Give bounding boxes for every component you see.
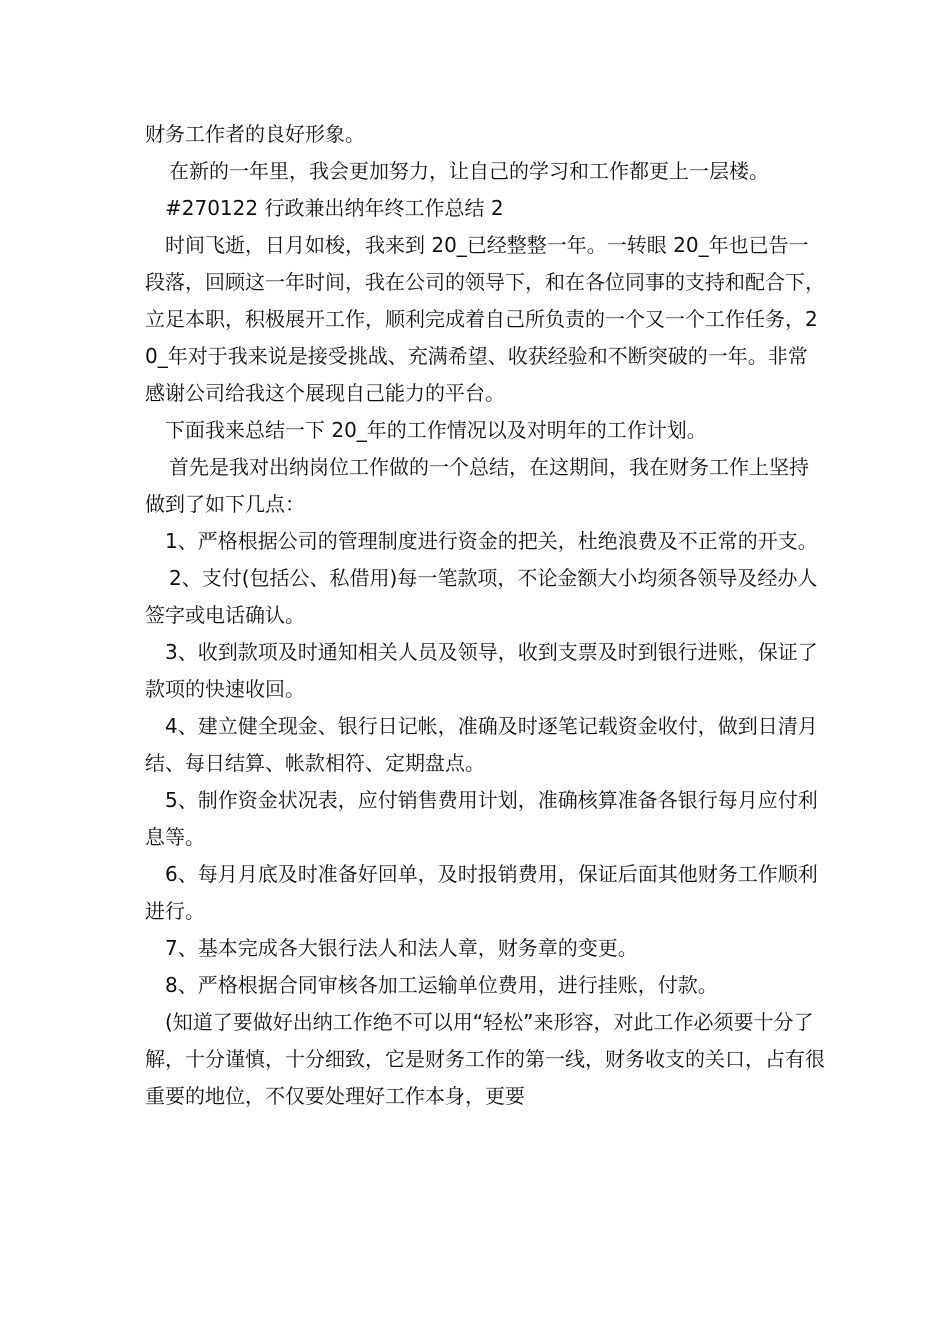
list-item: 5、制作资金状况表，应付销售费用计划，准确核算准备各银行每月应付利息等。	[145, 788, 818, 849]
document-body	[145, 116, 825, 1115]
list-item: 3、收到款项及时通知相关人员及领导，收到支票及时到银行进账，保证了款项的快速收回。	[145, 640, 818, 701]
paragraph-summary-lead: 下面我来总结一下 20_年的工作情况以及对明年的工作计划。	[165, 418, 707, 442]
paragraph-intro: 时间飞逝，日月如梭，我来到 20_已经整整一年。一转眼 20_年也已告一段落，回顾这一年时间，我在公司的领导下，和在各位同事的支持和配合下，立足本职，积极展开工作，顺利完成着自己所负责的一个又一个工作任务，20_年对于我来说是接受挑战、充满希望、收获经验和不断突破的一年。非常感谢公司给我这个展现自己能力的平台。	[145, 233, 825, 405]
paragraph-new-year: 在新的一年里，我会更加努力，让自己的学习和工作都更上一层楼。	[169, 159, 769, 183]
list-item: 2、支付(包括公、私借用)每一笔款项，不论金额大小均须各领导及经办人签字或电话确认。	[145, 566, 818, 627]
list-item: 4、建立健全现金、银行日记帐，准确及时逐笔记载资金收付，做到日清月结、每日结算、帐款相符、定期盘点。	[145, 714, 818, 775]
list-item: 6、每月月底及时准备好回单，及时报销费用，保证后面其他财务工作顺利进行。	[145, 862, 818, 923]
paragraph-cashier-summary: 首先是我对出纳岗位工作做的一个总结，在这期间，我在财务工作上坚持做到了如下几点：	[145, 455, 809, 516]
paragraph-closing: (知道了要做好出纳工作绝不可以用“轻松”来形容，对此工作必须要十分了解，十分谨慎，十分细致，它是财务工作的第一线，财务收支的关口，占有很重要的地位，不仅要处理好工作本身，更要	[145, 1010, 825, 1108]
list-item: 1、严格根据公司的管理制度进行资金的把关，杜绝浪费及不正常的开支。	[165, 529, 818, 553]
paragraph-continuation: 财务工作者的良好形象。	[145, 122, 365, 146]
list-item: 8、严格根据合同审核各加工运输单位费用，进行挂账，付款。	[165, 973, 718, 997]
section-heading: #270122 行政兼出纳年终工作总结 2	[165, 196, 504, 220]
list-item: 7、基本完成各大银行法人和法人章，财务章的变更。	[165, 936, 638, 960]
